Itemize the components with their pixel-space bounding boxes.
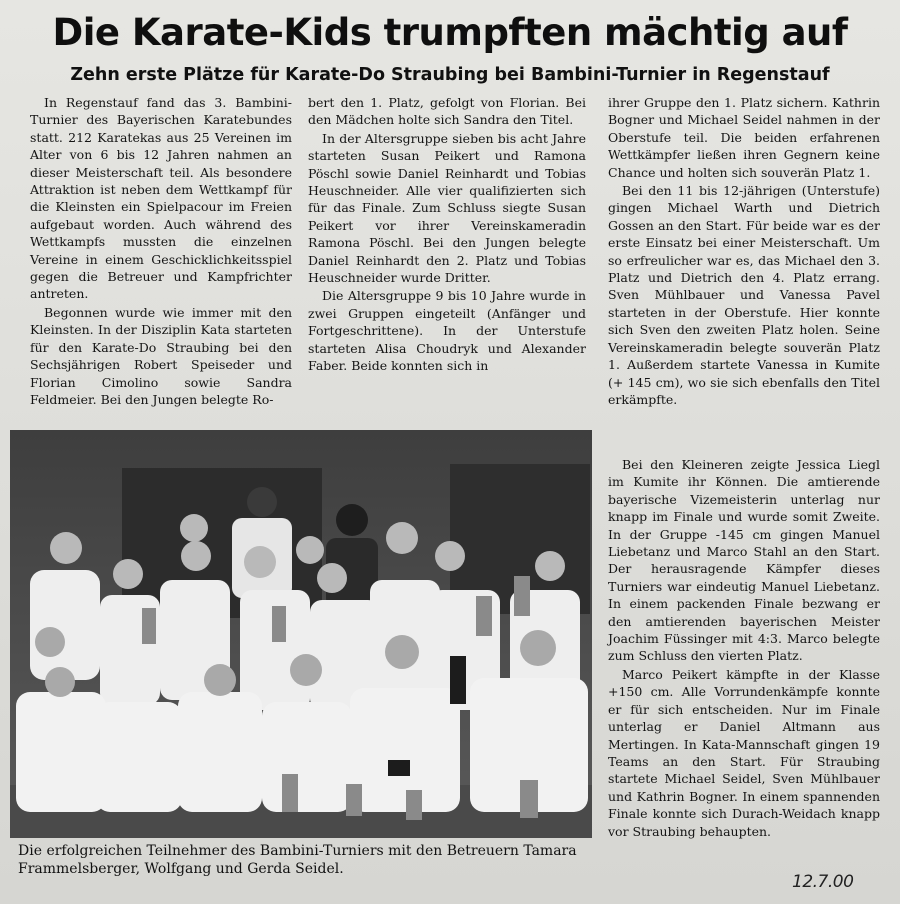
paragraph: Bei den Kleineren zeigte Jessica Liegl im Kumite ihr Können. Die amtierende bayerische Vizemeisterin unterlag nur knapp im Finale und wurde somit Zweite. In der Gruppe -145 cm gingen Manuel Liebetanz und Marco Stahl an den Start. Der herausragende Kämpfer dieses Turniers war eindeutig Manuel Liebetanz. In einem packenden Finale bezwang er den amtierenden bayerischen Meister Joachim Füssinger mit 4:3. Marco belegte zum Schluss den vierten Platz.: [608, 457, 880, 664]
article-column-3-bottom: [608, 456, 880, 840]
group-photo: [10, 430, 592, 838]
headline: Die Karate-Kids trumpften mächtig auf: [52, 11, 848, 54]
group-photo-illustration: [10, 430, 592, 838]
handwritten-date: 12.7.00: [792, 872, 854, 892]
article-column-1: [30, 94, 292, 408]
paragraph: In Regenstauf fand das 3. Bambini-Turnier des Bayerischen Karatebundes statt. 212 Karatekas aus 25 Vereinen im Alter von 6 bis 12 Jahren nahmen an dieser Meisterschaft teil. Als besondere Attraktion ist neben dem Wettkampf für die Kleinsten ein Spielpacour im Freien aufgebaut worden. Auch während des Wettkampfs mussten die einzelnen Vereine in einem Geschicklichkeitsspiel gegen die Betreuer und Kampfrichter antreten.: [30, 95, 292, 302]
article-column-2: [308, 94, 586, 375]
paragraph: Bei den 11 bis 12-jährigen (Unterstufe) gingen Michael Warth und Dietrich Gossen an den Start. Für beide war es der erste Einsatz bei einer Meisterschaft. Um so erfreulicher war es, das Michael den 3. Platz und Dietrich den 4. Platz errang. Sven Mühlbauer und Vanessa Pavel starteten in der Oberstufe. Hier konnte sich Sven den zweiten Platz holen. Seine Vereinskameradin belegte souverän Platz 1. Außerdem startete Vanessa in Kumite (+ 145 cm), wo sie sich ebenfalls den Titel erkämpfte.: [608, 183, 880, 407]
paragraph: ihrer Gruppe den 1. Platz sichern. Kathrin Bogner und Michael Seidel nahmen in der Oberstufe teil. Die beiden erfahrenen Wettkämpfer ließen ihren Gegnern keine Chance und holten sich souverän Platz 1.: [608, 95, 880, 180]
paragraph: Begonnen wurde wie immer mit den Kleinsten. In der Disziplin Kata starteten für den Karate-Do Straubing bei den Sechsjährigen Robert Speiseder und Florian Cimolino sowie Sandra Feldmeier. Bei den Jungen belegte Ro-: [30, 304, 292, 407]
subheadline: Zehn erste Plätze für Karate-Do Straubing bei Bambini-Turnier in Regenstauf: [70, 65, 830, 85]
paragraph: In der Altersgruppe sieben bis acht Jahre starteten Susan Peikert und Ramona Pöschl sowie Daniel Reinhardt und Tobias Heuschneider. Alle vier qualifizierten sich für das Finale. Zum Schluss siegte Susan Peikert vor ihrer Vereinskameradin Ramona Pöschl. Bei den Jungen belegte Daniel Reinhardt den 2. Platz und Tobias Heuschneider wurde Dritter.: [308, 130, 586, 286]
paragraph: Die Altersgruppe 9 bis 10 Jahre wurde in zwei Gruppen eingeteilt (Anfänger und Fortgeschrittene). In der Unterstufe starteten Alisa Choudryk und Alexander Faber. Beide konnten sich in: [308, 288, 586, 374]
paragraph: Marco Peikert kämpfte in der Klasse +150 cm. Alle Vorrundenkämpfe konnte er für sich entscheiden. Nur im Finale unterlag er Daniel Altmann aus Mertingen. In Kata-Mannschaft gingen 19 Teams an den Start. Für Straubing startete Michael Seidel, Sven Mühlbauer und Kathrin Bogner. In einem spannenden Finale konnte sich Durach-Weidach knapp vor Straubing behaupten.: [608, 666, 880, 839]
article-column-3-top: [608, 94, 880, 408]
paragraph: bert den 1. Platz, gefolgt von Florian. Bei den Mädchen holte sich Sandra den Titel.: [308, 95, 586, 128]
photo-caption: Die erfolgreichen Teilnehmer des Bambini-Turniers mit den Betreuern Tamara Frammelsberger, Wolfgang und Gerda Seidel.: [18, 843, 577, 877]
